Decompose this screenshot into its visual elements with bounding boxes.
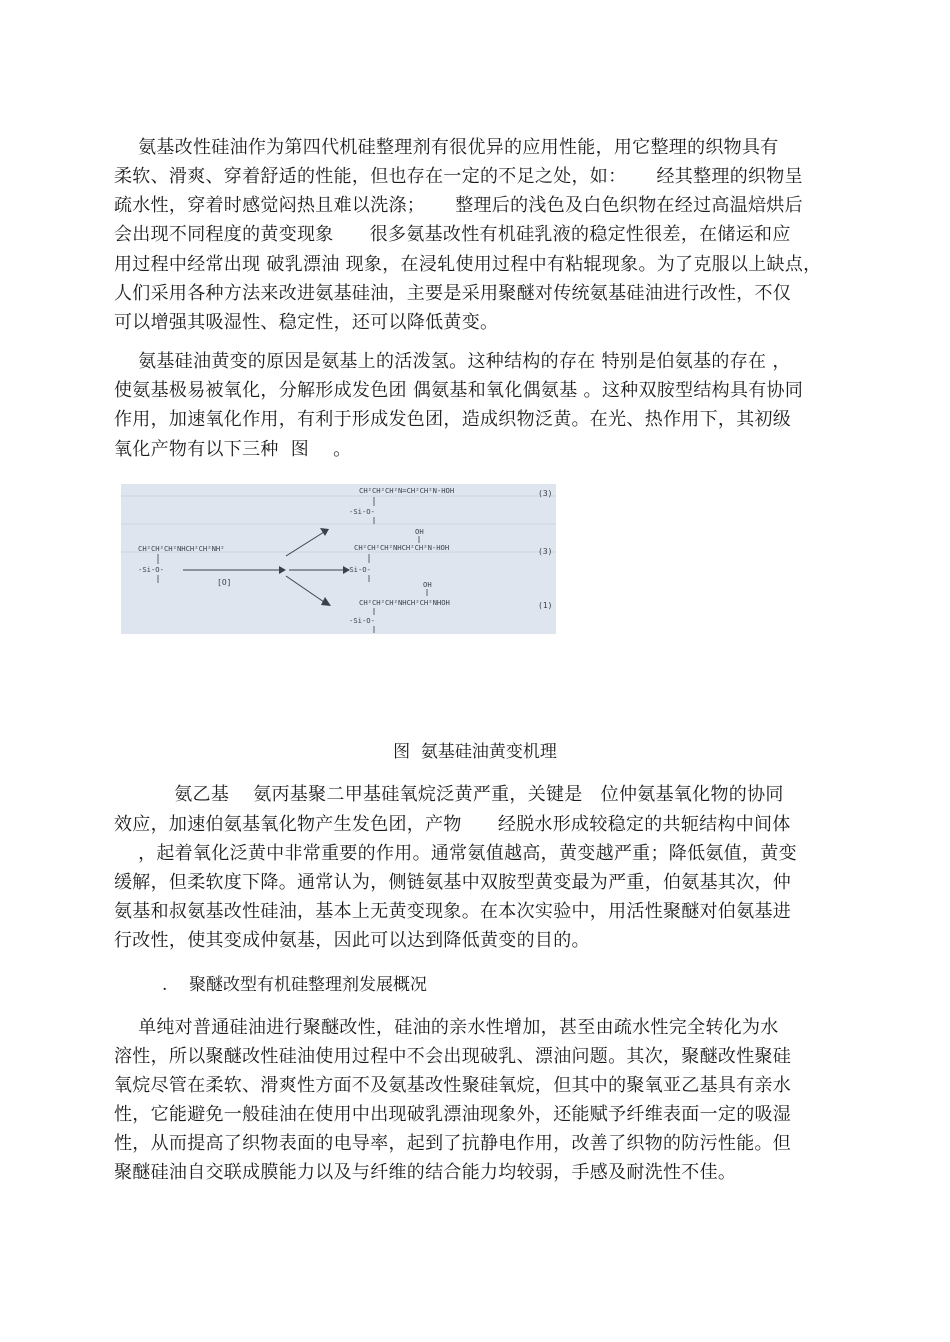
text-line: 会出现不同程度的黄变现象 很多氨基改性有机硅乳液的稳定性很差，在储运和应 <box>114 224 791 245</box>
text-line: 氨乙基 氨丙基聚二甲基硅氧烷泛黄严重，关键是 位仲氨基氧化物的协同 <box>114 784 784 805</box>
text-line: 性，它能避免一般硅油在使用中出现破乳漂油现象外，还能赋予纤维表面一定的吸湿 <box>114 1104 792 1125</box>
text-line: 溶性，所以聚醚改性硅油使用过程中不会出现破乳、漂油问题。其次，聚醚改性聚硅 <box>114 1046 792 1067</box>
product-3-backbone: -Si-O- <box>349 616 375 625</box>
text-line: 人们采用各种方法来改进氨基硅油，主要是采用聚醚对传统氨基硅油进行改性，不仅 <box>114 283 792 304</box>
reactant-formula: CH²CH²CH²NHCH²CH²NH² <box>138 544 225 553</box>
text-line: 缓解，但柔软度下降。通常认为，侧链氨基中双胺型黄变最为严重，伯氨基其次，仲 <box>114 872 792 893</box>
text-line: 用过程中经常出现 破乳漂油 现象，在浸轧使用过程中有粘辊现象。为了克服以上缺点， <box>114 254 822 275</box>
product-2-backbone: -Si-O- <box>345 565 371 574</box>
section-heading: . 聚醚改型有机硅整理剂发展概况 <box>162 975 428 995</box>
text-line: ，起着氧化泛黄中非常重要的作用。通常氨值越高，黄变越严重；降低氨值，黄变 <box>114 843 797 864</box>
product-2-formula: CH²CH²CH²NHCH²CH²N-HOH <box>354 543 450 552</box>
figure-caption: 图 氨基硅油黄变机理 <box>393 742 557 762</box>
text-line: 疏水性，穿着时感觉闷热且难以洗涤； 整理后的浅色及白色织物在经过高温焙烘后 <box>114 195 803 216</box>
product-1-number: (3) <box>538 489 553 498</box>
text-line: 氧烷尽管在柔软、滑爽性方面不及氨基改性聚硅氧烷，但其中的聚氧亚乙基具有亲水 <box>114 1075 792 1096</box>
text-line: 可以增强其吸湿性、稳定性，还可以降低黄变。 <box>114 312 499 333</box>
text-line: 氨基和叔氨基改性硅油，基本上无黄变现象。在本次实验中，用活性聚醚对伯氨基进 <box>114 901 792 922</box>
text-line: 效应，加速伯氨基氧化物产生发色团，产物 经脱水形成较稳定的共轭结构中间体 <box>114 814 791 835</box>
text-line: 性，从而提高了织物表面的电导率，起到了抗静电作用，改善了织物的防污性能。但 <box>114 1133 792 1154</box>
product-3-oh: OH <box>423 580 432 589</box>
oxidant-label: [O] <box>217 578 232 587</box>
product-3-formula: CH²CH²CH²NHCH²CH²NHOH <box>359 598 450 607</box>
product-2-number: (3) <box>538 547 553 556</box>
text-line: 氧化产物有以下三种 图 。 <box>114 439 352 460</box>
text-line: 单纯对普通硅油进行聚醚改性，硅油的亲水性增加，甚至由疏水性完全转化为水 <box>114 1017 779 1038</box>
product-2-oh: OH <box>415 527 424 536</box>
text-line: 作用，加速氧化作用，有利于形成发色团，造成织物泛黄。在光、热作用下，其初级 <box>114 409 792 430</box>
product-3-number: (1) <box>538 601 553 610</box>
text-line: 行改性，使其变成仲氨基，因此可以达到降低黄变的目的。 <box>114 930 590 951</box>
reactant-backbone: -Si-O- <box>138 565 164 574</box>
product-1-backbone: -Si-O- <box>349 507 375 516</box>
text-line: 聚醚硅油自交联成膜能力以及与纤维的结合能力均较弱，手感及耐洗性不佳。 <box>114 1162 737 1183</box>
text-line: 柔软、滑爽、穿着舒适的性能，但也存在一定的不足之处，如： 经其整理的织物呈 <box>114 166 803 187</box>
text-line: 氨基硅油黄变的原因是氨基上的活泼氢。这种结构的存在 特别是伯氨基的存在 ， <box>114 351 791 372</box>
product-1-formula: CH²CH²CH²N=CH²CH²N-HOH <box>359 486 455 495</box>
text-line: 氨基改性硅油作为第四代机硅整理剂有很优异的应用性能，用它整理的织物具有 <box>114 137 779 158</box>
text-line: 使氨基极易被氧化，分解形成发色团 偶氨基和氧化偶氨基 。这种双胺型结构具有协同 <box>114 380 804 401</box>
reaction-scheme-figure <box>121 484 556 634</box>
